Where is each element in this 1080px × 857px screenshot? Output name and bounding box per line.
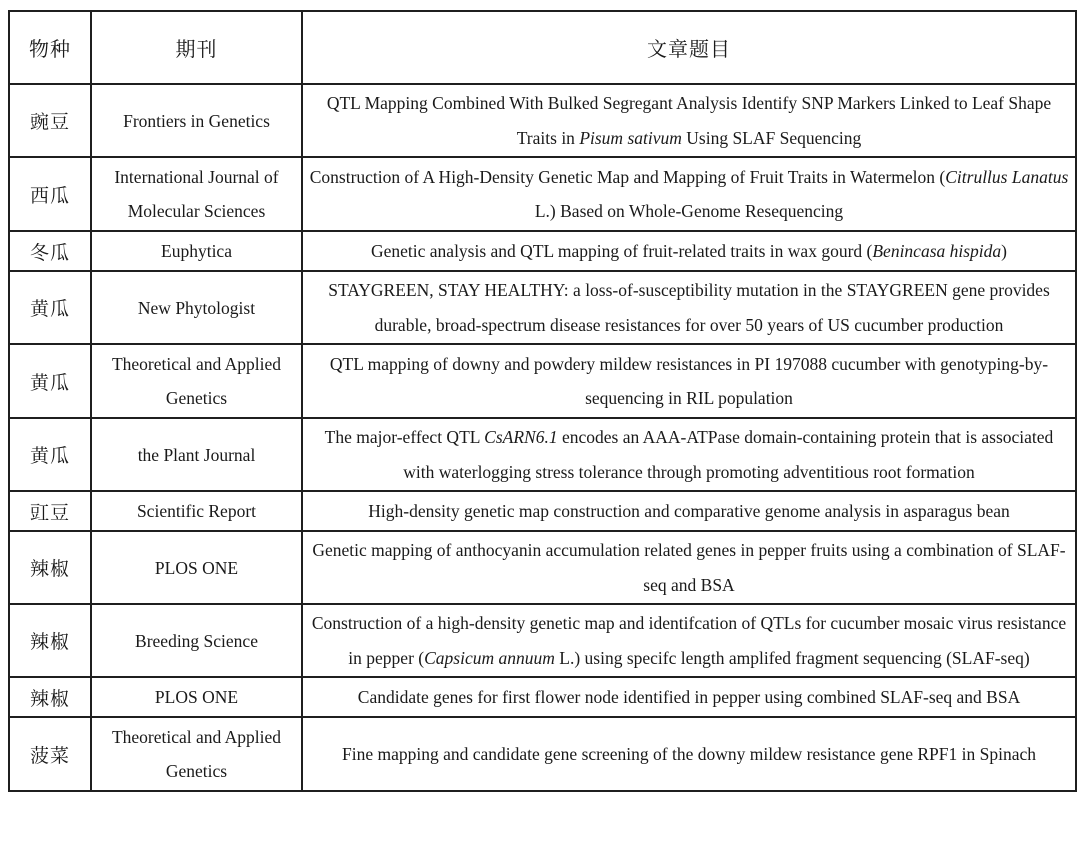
text-segment: Theoretical and Applied Genetics xyxy=(111,354,282,408)
title-cell xyxy=(302,604,1076,677)
col-header-journal: 期刊 xyxy=(91,11,302,84)
text-segment: L.) using specifc length amplifed fragment sequencing (SLAF-seq) xyxy=(554,647,1030,668)
text-segment: 黄瓜 xyxy=(29,372,70,394)
table-row xyxy=(9,717,1076,791)
title-cell xyxy=(302,231,1076,271)
text-segment: PLOS ONE xyxy=(154,687,239,707)
species-cell xyxy=(9,344,91,418)
table-body xyxy=(9,84,1076,791)
text-segment: L.) Based on Whole-Genome Resequencing xyxy=(534,201,844,221)
text-segment: 豇豆 xyxy=(29,502,70,524)
text-segment: the Plant Journal xyxy=(137,444,256,465)
text-segment: Genetic mapping of anthocyanin accumulation related genes in pepper fruits using a combination of SLAF-seq and BSA xyxy=(312,540,1066,595)
text-segment: Euphytica xyxy=(161,241,232,261)
title-cell xyxy=(302,418,1076,491)
text-segment: Construction of A High-Density Genetic Map and Mapping of Fruit Traits in Watermelon ( xyxy=(309,166,946,187)
text-segment: 菠菜 xyxy=(29,745,70,767)
col-header-title: 文章题目 xyxy=(302,11,1076,84)
header-row xyxy=(9,11,1076,84)
text-segment: Frontiers in Genetics xyxy=(123,110,270,131)
table-row xyxy=(9,677,1076,717)
species-cell xyxy=(9,531,91,604)
latin-name-italic: Citrullus Lanatus xyxy=(945,166,1069,187)
text-segment: International Journal of Molecular Sciences xyxy=(114,167,279,221)
table-row xyxy=(9,157,1076,231)
text-segment: 冬瓜 xyxy=(29,242,70,264)
text-segment: QTL mapping of downy and powdery mildew resistances in PI 197088 cucumber with genotyping-by-sequencing in RIL population xyxy=(329,353,1049,408)
text-segment: 豌豆 xyxy=(29,112,70,133)
text-segment: The major-effect QTL xyxy=(324,427,485,447)
title-cell xyxy=(302,84,1076,157)
table-row xyxy=(9,344,1076,418)
text-segment: High-density genetic map construction and comparative genome analysis in asparagus bean xyxy=(368,500,1010,521)
species-cell xyxy=(9,491,91,531)
title-cell xyxy=(302,717,1076,791)
species-cell xyxy=(9,231,91,271)
text-segment: Scientific Report xyxy=(136,501,257,521)
species-cell xyxy=(9,677,91,717)
journal-cell xyxy=(91,677,302,717)
table-row xyxy=(9,531,1076,604)
latin-name-italic: Pisum sativum xyxy=(579,127,682,148)
text-segment: Fine mapping and candidate gene screening of the downy mildew resistance gene RPF1 in Spinach xyxy=(342,743,1036,764)
species-cell xyxy=(9,418,91,491)
title-cell xyxy=(302,344,1076,418)
journal-cell xyxy=(91,531,302,604)
text-segment: STAYGREEN, STAY HEALTHY: a loss-of-susceptibility mutation in the STAYGREEN gene provides durable, broad-spectrum disease resistances for over 50 years of US cucumber production xyxy=(328,280,1050,335)
journal-cell xyxy=(91,491,302,531)
title-cell xyxy=(302,677,1076,717)
journal-cell xyxy=(91,604,302,677)
text-segment: PLOS ONE xyxy=(154,557,239,578)
title-cell xyxy=(302,531,1076,604)
text-segment: 西瓜 xyxy=(29,185,70,207)
title-cell xyxy=(302,491,1076,531)
title-cell xyxy=(302,271,1076,344)
species-cell xyxy=(9,157,91,231)
species-cell xyxy=(9,271,91,344)
latin-name-italic: CsARN6.1 xyxy=(484,427,558,447)
text-segment: Using SLAF Sequencing xyxy=(681,127,862,148)
table-row xyxy=(9,84,1076,157)
species-cell xyxy=(9,717,91,791)
text-segment: QTL Mapping Combined With Bulked Segregant Analysis Identify SNP Markers Linked to Leaf Shape Traits in xyxy=(326,93,1052,148)
text-segment: New Phytologist xyxy=(137,297,256,318)
table-row xyxy=(9,231,1076,271)
journal-cell xyxy=(91,271,302,344)
table-row xyxy=(9,491,1076,531)
text-segment: 黄瓜 xyxy=(29,446,70,467)
text-segment: Candidate genes for first flower node identified in pepper using combined SLAF-seq and BSA xyxy=(357,686,1021,707)
table-row xyxy=(9,271,1076,344)
text-segment: Theoretical and Applied Genetics xyxy=(111,727,282,781)
text-segment: 辣椒 xyxy=(29,559,70,580)
journal-cell xyxy=(91,418,302,491)
latin-name-italic: Capsicum annuum xyxy=(424,647,555,668)
table-row xyxy=(9,604,1076,677)
latin-name-italic: Benincasa hispida xyxy=(872,240,1002,261)
journal-cell xyxy=(91,717,302,791)
text-segment: Construction of a high-density genetic map and identifcation of QTLs for cucumber mosaic virus resistance in pepper ( xyxy=(311,613,1067,668)
journal-cell xyxy=(91,231,302,271)
text-segment: Breeding Science xyxy=(135,630,258,651)
text-segment: ) xyxy=(1001,240,1007,261)
text-segment: 黄瓜 xyxy=(29,299,70,320)
text-segment: encodes an AAA-ATPase domain-containing protein that is associated with waterlogging stress tolerance through promoting adventitious root formation xyxy=(403,427,1054,482)
species-cell xyxy=(9,604,91,677)
col-header-species: 物种 xyxy=(9,11,91,84)
text-segment: 辣椒 xyxy=(29,688,70,710)
journal-cell xyxy=(91,157,302,231)
text-segment: Genetic analysis and QTL mapping of fruit-related traits in wax gourd ( xyxy=(371,240,873,261)
table-row xyxy=(9,418,1076,491)
species-cell xyxy=(9,84,91,157)
journal-cell xyxy=(91,84,302,157)
text-segment: 辣椒 xyxy=(29,632,70,653)
articles-table xyxy=(8,10,1077,792)
title-cell xyxy=(302,157,1076,231)
journal-cell xyxy=(91,344,302,418)
